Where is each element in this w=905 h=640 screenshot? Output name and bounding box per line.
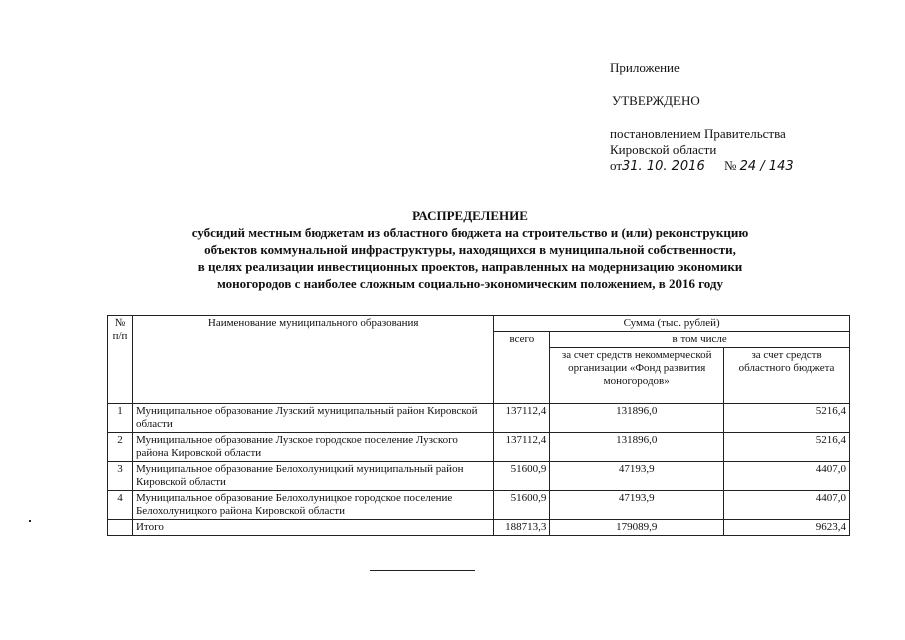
row-fund: 131896,0 [550, 404, 724, 433]
end-divider [370, 570, 475, 571]
row-total: 137112,4 [494, 433, 550, 462]
title-line-2: субсидий местным бюджетам из областного бюджета на строительство и (или) реконструкцию [191, 225, 749, 240]
table-header-row [108, 316, 850, 332]
row-name: Муниципальное образование Лузский муниципальный район Кировской области [132, 404, 493, 433]
table-total-row [108, 520, 850, 536]
row-regional: 4407,0 [724, 491, 850, 520]
col-name-header: Наименование муниципального образования [132, 316, 493, 404]
row-regional: 5216,4 [724, 404, 850, 433]
row-total: 51600,9 [494, 491, 550, 520]
decree-number: 24 / 143 [739, 159, 794, 174]
decree-date-line [610, 158, 794, 175]
row-total: 137112,4 [494, 404, 550, 433]
row-num: 1 [108, 404, 133, 433]
row-name: Муниципальное образование Белохолуницкий муниципальный район Кировской области [132, 462, 493, 491]
title-line-5: моногородов с наиболее сложным социально-экономическим положением, в 2016 году [217, 276, 723, 291]
decree-date: 31. 10. 2016 [622, 159, 705, 174]
number-prefix: № [723, 158, 737, 173]
decree-line-1: постановлением Правительства [610, 126, 786, 141]
col-total-header: всего [494, 332, 550, 404]
row-regional: 4407,0 [724, 462, 850, 491]
row-fund: 131896,0 [550, 433, 724, 462]
title-line-4: в целях реализации инвестиционных проектов, направленных на модернизацию экономики [197, 259, 743, 274]
decree-line-2: Кировской области [610, 142, 717, 157]
row-fund: 47193,9 [550, 491, 724, 520]
date-prefix: от [610, 158, 623, 173]
table-row [108, 433, 850, 462]
row-num: 3 [108, 462, 133, 491]
annex-label: Приложение [610, 60, 680, 75]
col-sum-header: Сумма (тыс. рублей) [494, 316, 850, 332]
col-fund-header: за счет средств некоммерческой организации «Фонд развития моногородов» [550, 348, 724, 404]
row-num [108, 520, 133, 536]
row-name: Муниципальное образование Лузское городское поселение Лузского района Кировской области [132, 433, 493, 462]
row-num: 4 [108, 491, 133, 520]
grand-total-regional: 9623,4 [724, 520, 850, 536]
subsidy-table [107, 315, 850, 536]
col-regional-header: за счет средств областного бюджета [724, 348, 850, 404]
total-label: Итого [132, 520, 493, 536]
row-num: 2 [108, 433, 133, 462]
row-total: 51600,9 [494, 462, 550, 491]
col-num-header: № п/п [108, 316, 133, 404]
stray-mark [29, 520, 31, 522]
title-line-3: объектов коммунальной инфраструктуры, находящихся в муниципальной собственности, [204, 242, 736, 257]
row-fund: 47193,9 [550, 462, 724, 491]
grand-total-fund: 179089,9 [550, 520, 724, 536]
col-including-header: в том числе [550, 332, 850, 348]
table-row [108, 491, 850, 520]
row-regional: 5216,4 [724, 433, 850, 462]
row-name: Муниципальное образование Белохолуницкое городское поселение Белохолуницкого района Кировской области [132, 491, 493, 520]
table-row [108, 404, 850, 433]
grand-total: 188713,3 [494, 520, 550, 536]
document-title: РАСПРЕДЕЛЕНИЕ [412, 208, 528, 223]
approved-label: УТВЕРЖДЕНО [612, 93, 700, 108]
table-row [108, 462, 850, 491]
